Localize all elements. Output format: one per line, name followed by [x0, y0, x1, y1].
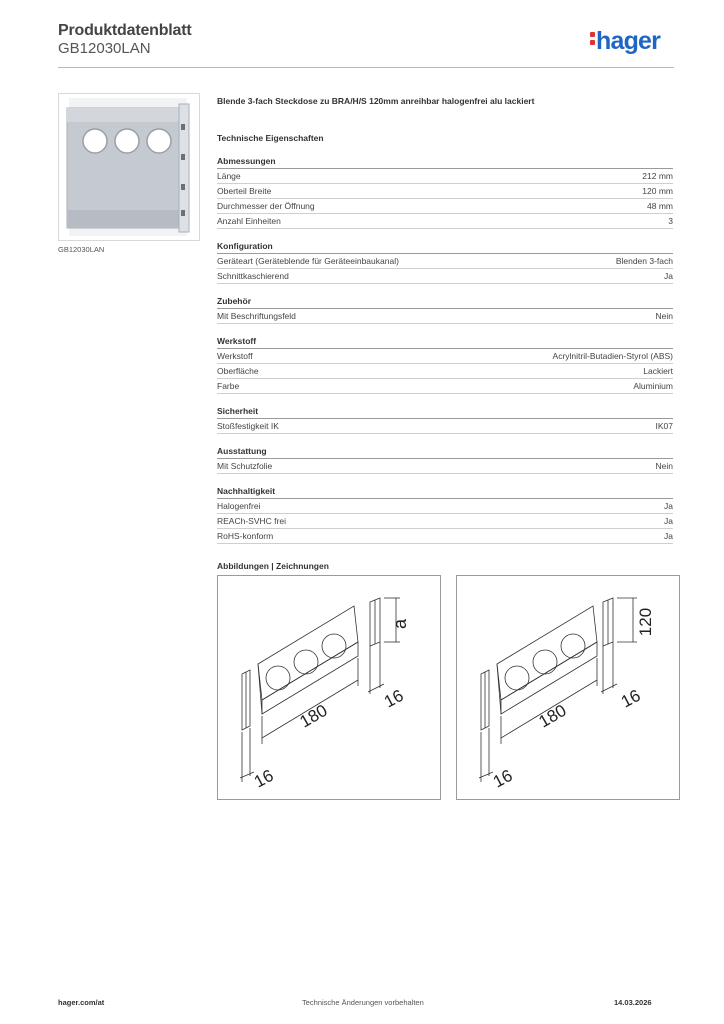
- logo-text: hager: [596, 27, 661, 55]
- page-title: Produktdatenblatt: [58, 22, 192, 39]
- hager-logo: [590, 26, 660, 56]
- property-group: [217, 155, 673, 229]
- property-label: Halogenfrei: [217, 501, 261, 511]
- section-heading: Technische Eigenschaften: [217, 133, 324, 143]
- property-label: Oberteil Breite: [217, 186, 272, 196]
- header-divider: [58, 67, 674, 68]
- footer-date: 14.03.2026: [614, 998, 652, 1007]
- dim-width-label: 180: [296, 700, 331, 732]
- group-title: Ausstattung: [217, 445, 673, 459]
- property-label: Schnittkaschierend: [217, 271, 289, 281]
- dim-depth-bottom-label: 16: [489, 765, 516, 792]
- property-label: Stoßfestigkeit IK: [217, 421, 279, 431]
- property-value: 3: [668, 216, 673, 226]
- property-label: Durchmesser der Öffnung: [217, 201, 315, 211]
- property-value: 48 mm: [647, 201, 673, 211]
- property-row: [217, 214, 673, 229]
- product-description: Blende 3-fach Steckdose zu BRA/H/S 120mm anreihbar halogenfrei alu lackiert: [217, 96, 535, 106]
- property-label: Oberfläche: [217, 366, 259, 376]
- dim-width-label: 180: [535, 700, 570, 732]
- property-value: Blenden 3-fach: [615, 256, 673, 266]
- drawings-heading: Abbildungen | Zeichnungen: [217, 561, 329, 571]
- property-value: 212 mm: [642, 171, 673, 181]
- property-label: Mit Beschriftungsfeld: [217, 311, 296, 321]
- thumbnail-caption: GB12030LAN: [58, 245, 105, 254]
- group-title: Nachhaltigkeit: [217, 485, 673, 499]
- property-group: [217, 485, 673, 544]
- group-title: Zubehör: [217, 295, 673, 309]
- technical-drawing-2: [456, 575, 680, 800]
- product-image: [59, 94, 199, 240]
- property-label: REACh-SVHC frei: [217, 516, 286, 526]
- dim-depth-top-label: 16: [617, 685, 644, 712]
- property-row: [217, 514, 673, 529]
- property-label: Anzahl Einheiten: [217, 216, 281, 226]
- property-value: IK07: [655, 421, 673, 431]
- property-row: [217, 349, 673, 364]
- dim-height-label: a: [390, 618, 410, 630]
- property-row: [217, 529, 673, 544]
- dim-depth-bottom-label: 16: [250, 765, 277, 792]
- property-value: Ja: [664, 501, 673, 511]
- property-label: Geräteart (Geräteblende für Geräteeinbaukanal): [217, 256, 399, 266]
- dim-height-label: 120: [636, 607, 655, 637]
- property-value: 120 mm: [642, 186, 673, 196]
- drawing-1-svg: [218, 576, 440, 799]
- product-details: [217, 96, 673, 571]
- property-row: [217, 499, 673, 514]
- property-label: Werkstoff: [217, 351, 253, 361]
- property-row: [217, 269, 673, 284]
- property-groups: [217, 155, 673, 544]
- property-group: [217, 295, 673, 324]
- group-title: Abmessungen: [217, 155, 673, 169]
- logo-dots-icon: [590, 32, 595, 48]
- product-code: GB12030LAN: [58, 40, 151, 57]
- property-label: Länge: [217, 171, 241, 181]
- group-title: Werkstoff: [217, 335, 673, 349]
- property-value: Nein: [655, 311, 673, 321]
- property-row: [217, 199, 673, 214]
- footer-website: hager.com/at: [58, 998, 105, 1007]
- property-row: [217, 459, 673, 474]
- property-value: Acrylnitril-Butadien-Styrol (ABS): [552, 351, 673, 361]
- dim-depth-top-label: 16: [380, 685, 407, 712]
- property-value: Nein: [655, 461, 673, 471]
- property-label: RoHS-konform: [217, 531, 274, 541]
- property-row: [217, 309, 673, 324]
- property-value: Lackiert: [643, 366, 673, 376]
- property-value: Ja: [664, 271, 673, 281]
- drawing-2-svg: [457, 576, 679, 799]
- property-group: [217, 405, 673, 434]
- property-value: Ja: [664, 516, 673, 526]
- property-value: Aluminium: [633, 381, 673, 391]
- property-row: [217, 184, 673, 199]
- footer-disclaimer: Technische Änderungen vorbehalten: [302, 998, 424, 1007]
- product-thumbnail: [58, 93, 200, 241]
- group-title: Konfiguration: [217, 240, 673, 254]
- property-row: [217, 169, 673, 184]
- group-title: Sicherheit: [217, 405, 673, 419]
- property-value: Ja: [664, 531, 673, 541]
- property-row: [217, 254, 673, 269]
- property-group: [217, 445, 673, 474]
- property-group: [217, 335, 673, 394]
- property-label: Mit Schutzfolie: [217, 461, 273, 471]
- technical-drawing-1: [217, 575, 441, 800]
- property-row: [217, 379, 673, 394]
- property-group: [217, 240, 673, 284]
- property-row: [217, 419, 673, 434]
- property-label: Farbe: [217, 381, 240, 391]
- property-row: [217, 364, 673, 379]
